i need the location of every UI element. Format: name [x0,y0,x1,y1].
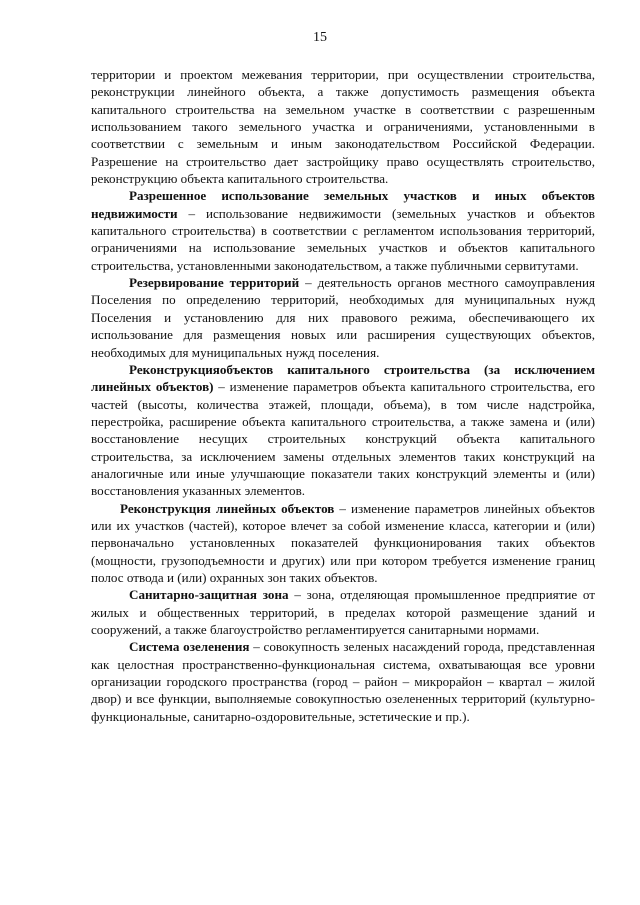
paragraph-greening-system [91,638,595,725]
paragraph-reconstruction-linear [91,500,595,587]
term-definition: – совокупность зеленых насаждений города, представленная как целостная пространственно-функциональная система, охватывающая все уровни организации городского пространства (город – район – микрорайон – квартал – жилой двор) и все функции, выполняемые совокупностью озелененных территорий (культурно-функциональные, санитарно-оздоровительные, эстетические и пр.). [91,639,596,724]
paragraph-reservation [91,274,595,361]
term-heading: Санитарно-защитная зона [129,587,289,603]
term-heading: Реконструкцияобъектов капитального строительства (за исключением линейных объектов) [91,361,595,395]
term-definition: – зона, отделяющая промышленное предприятие от жилых и общественных территорий, в пределах которой размещение зданий и сооружений, а также благоустройство регламентируется санитарными нормами. [91,587,596,637]
term-definition: – изменение параметров линейных объектов или их участков (частей), которое влечет за собой изменение класса, категории и (или) первоначально установленных показателей функционирования таких объектов (мощности, грузоподъемности и других) или при котором требуется изменение границ полос отвода и (или) охранных зон таких объектов. [91,500,595,585]
term-heading: Реконструкция линейных объектов [120,500,335,516]
paragraph-reconstruction-buildings [91,361,595,500]
term-definition: – деятельность органов местного самоуправления Поселения по определению территорий, необходимых для муниципальных нужд Поселения и установлению для них правового режима, обеспечивающего их использование для размещения новых или расширения существующих объектов, необходимых для муниципальных нужд поселения. [91,275,596,360]
term-heading: Резервирование территорий [129,275,300,291]
document-body [91,66,595,725]
page-number: 15 [313,30,327,45]
term-definition: – использование недвижимости (земельных участков и объектов капитального строительства) в соответствии с регламентом использования территорий, ограничениями на использование земельных участков и объектов капитального строительства, установленными законодательством, а также публичными сервитутами. [91,205,595,273]
paragraph-sanitary-zone [91,586,595,638]
paragraph-permit-continuation [91,66,595,187]
term-heading: Разрешенное использование земельных участков и иных объектов недвижимости [91,188,595,221]
paragraph-permitted-use [91,187,595,274]
term-definition: – изменение параметров объекта капитального строительства, его частей (высоты, количества этажей, площади, объема), в том числе надстройка, перестройка, расширение объекта капитального строительства, а также замена и (или) восстановление несущих строительных конструкций объекта капитального строительства, за исключением замены отдельных элементов таких конструкций на аналогичные или иные улучшающие показатели таких конструкций элементы и (или) восстановления указанных элементов. [91,379,595,499]
paragraph-text: территории и проектом межевания территории, при осуществлении строительства, реконструкции линейного объекта, а также допустимость размещения объекта капитального строительства на земельном участке в соответствии с разрешенным использованием такого земельного участка и ограничениями, установленными в соответствии с земельным и иным законодательством Российской Федерации. Разрешение на строительство дает застройщику право осуществлять строительство, реконструкцию объекта капитального строительства. [91,67,595,187]
term-heading: Система озеленения [129,639,250,655]
